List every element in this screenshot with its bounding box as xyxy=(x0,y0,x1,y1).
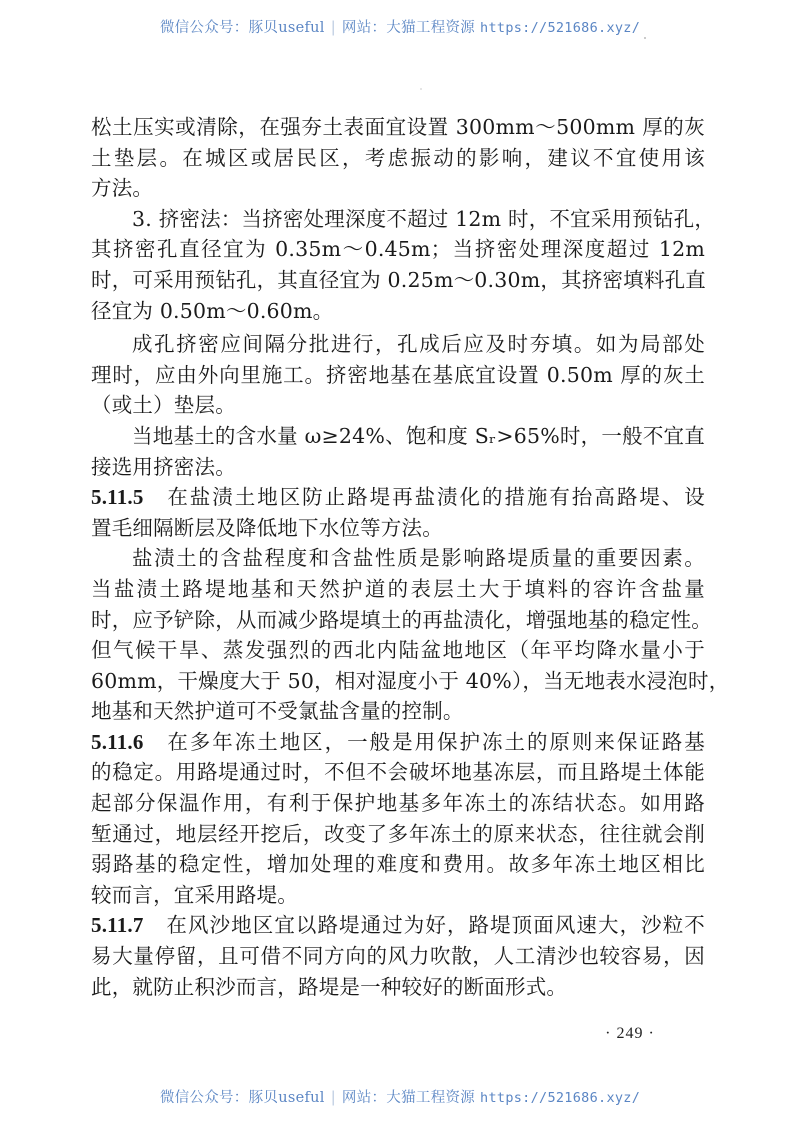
text-line: 方法。 xyxy=(91,176,154,201)
text-line: 土垫层。在城区或居民区，考虑振动的影响，建议不宜使用该 xyxy=(91,145,705,170)
watermark-separator: | xyxy=(330,1090,336,1106)
section-number: 5.11.5 xyxy=(91,485,144,510)
text-line: 理时，应由外向里施工。挤密地基在基底宜设置 0.50m 厚的灰土 xyxy=(91,362,705,387)
text-line: 堑通过，地层经开挖后，改变了多年冻土的原来状态，往往就会削 xyxy=(91,821,705,846)
document-body xyxy=(91,112,730,1002)
paragraph-saline-soil xyxy=(91,543,730,727)
text-line: 时，应予铲除，从而减少路堤填土的再盐渍化，增强地基的稳定性。 xyxy=(91,607,712,632)
text-line: 盐渍土的含盐程度和含盐性质是影响路堤质量的重要因素。 xyxy=(132,546,705,571)
section-text: 在盐渍土地区防止路堤再盐渍化的措施有抬高路堤、设 xyxy=(165,485,705,510)
text-line: 松土压实或清除，在强夯土表面宜设置 300mm～500mm 厚的灰 xyxy=(91,115,705,139)
watermark-account: 微信公众号：豚贝useful xyxy=(159,1090,325,1106)
watermark-account: 微信公众号：豚贝useful xyxy=(159,20,325,36)
watermark-url: https://521686.xyz/ xyxy=(480,1090,641,1106)
text-line: 置毛细隔断层及降低地下水位等方法。 xyxy=(91,515,443,540)
section-heading-line xyxy=(91,910,705,941)
text-line: 较而言，宜采用路堤。 xyxy=(91,882,298,907)
text-line: 弱路基的稳定性，增加处理的难度和费用。故多年冻土地区相比 xyxy=(91,852,705,877)
text-line: 成孔挤密应间隔分批进行，孔成后应及时夯填。如为局部处 xyxy=(132,332,705,357)
text-line: 易大量停留，且可借不同方向的风力吹散，人工清沙也较容易，因 xyxy=(91,944,705,969)
scan-speck xyxy=(420,88,422,90)
section-number: 5.11.7 xyxy=(91,913,144,938)
section-5-11-5 xyxy=(91,482,705,543)
paragraph-continuation xyxy=(91,112,705,204)
section-text: 在多年冻土地区，一般是用保护冻土的原则来保证路基 xyxy=(165,729,705,754)
watermark-site-label: 网站：大猫工程资源 xyxy=(341,1090,476,1106)
section-number: 5.11.6 xyxy=(91,729,144,754)
watermark-url: https://521686.xyz/ xyxy=(480,20,641,36)
text-line: 地基和天然护道可不受氯盐含量的控制。 xyxy=(91,699,464,724)
paragraph-water-content xyxy=(91,421,705,482)
watermark-header xyxy=(0,16,800,37)
text-line: （或土）垫层。 xyxy=(91,393,236,418)
watermark-separator: | xyxy=(330,20,336,36)
watermark-footer xyxy=(0,1086,800,1107)
text-line: 接选用挤密法。 xyxy=(91,454,236,479)
section-heading-line xyxy=(91,727,705,758)
text-line: 径宜为 0.50m～0.60m。 xyxy=(91,298,334,323)
text-line: 时，可采用预钻孔，其直径宜为 0.25m～0.30m，其挤密填料孔直 xyxy=(91,267,706,292)
watermark-site-label: 网站：大猫工程资源 xyxy=(341,20,476,36)
text-line: 3. 挤密法：当挤密处理深度不超过 12m 时，不宜采用预钻孔， xyxy=(132,206,716,231)
text-line: 但气候干旱、蒸发强烈的西北内陆盆地地区（年平均降水量小于 xyxy=(91,638,705,663)
text-line: 此，就防止积沙而言，路堤是一种较好的断面形式。 xyxy=(91,974,568,999)
text-line: 当地基土的含水量 ω≥24%、饱和度 Sᵣ>65%时，一般不宜直 xyxy=(132,423,705,448)
paragraph-hole-forming xyxy=(91,329,705,421)
page-number: · 249 · xyxy=(605,1025,655,1042)
section-text: 在风沙地区宜以路堤通过为好，路堤顶面风速大，沙粒不 xyxy=(165,913,705,938)
section-5-11-6 xyxy=(91,727,705,911)
scan-speck xyxy=(644,37,646,39)
section-5-11-7 xyxy=(91,910,705,1002)
text-line: 60mm，干燥度大于 50，相对湿度小于 40%），当无地表水浸泡时， xyxy=(91,668,730,693)
text-line: 的稳定。用路堤通过时，不但不会破坏地基冻层，而且路堤土体能 xyxy=(91,760,705,785)
text-line: 起部分保温作用，有利于保护地基多年冻土的冻结状态。如用路 xyxy=(91,791,705,816)
text-line: 其挤密孔直径宜为 0.35m～0.45m；当挤密处理深度超过 12m xyxy=(91,237,705,262)
section-heading-line xyxy=(91,482,705,513)
text-line: 当盐渍土路堤地基和天然护道的表层土大于填料的容许含盐量 xyxy=(91,576,705,601)
paragraph-squeeze-method xyxy=(91,204,716,326)
